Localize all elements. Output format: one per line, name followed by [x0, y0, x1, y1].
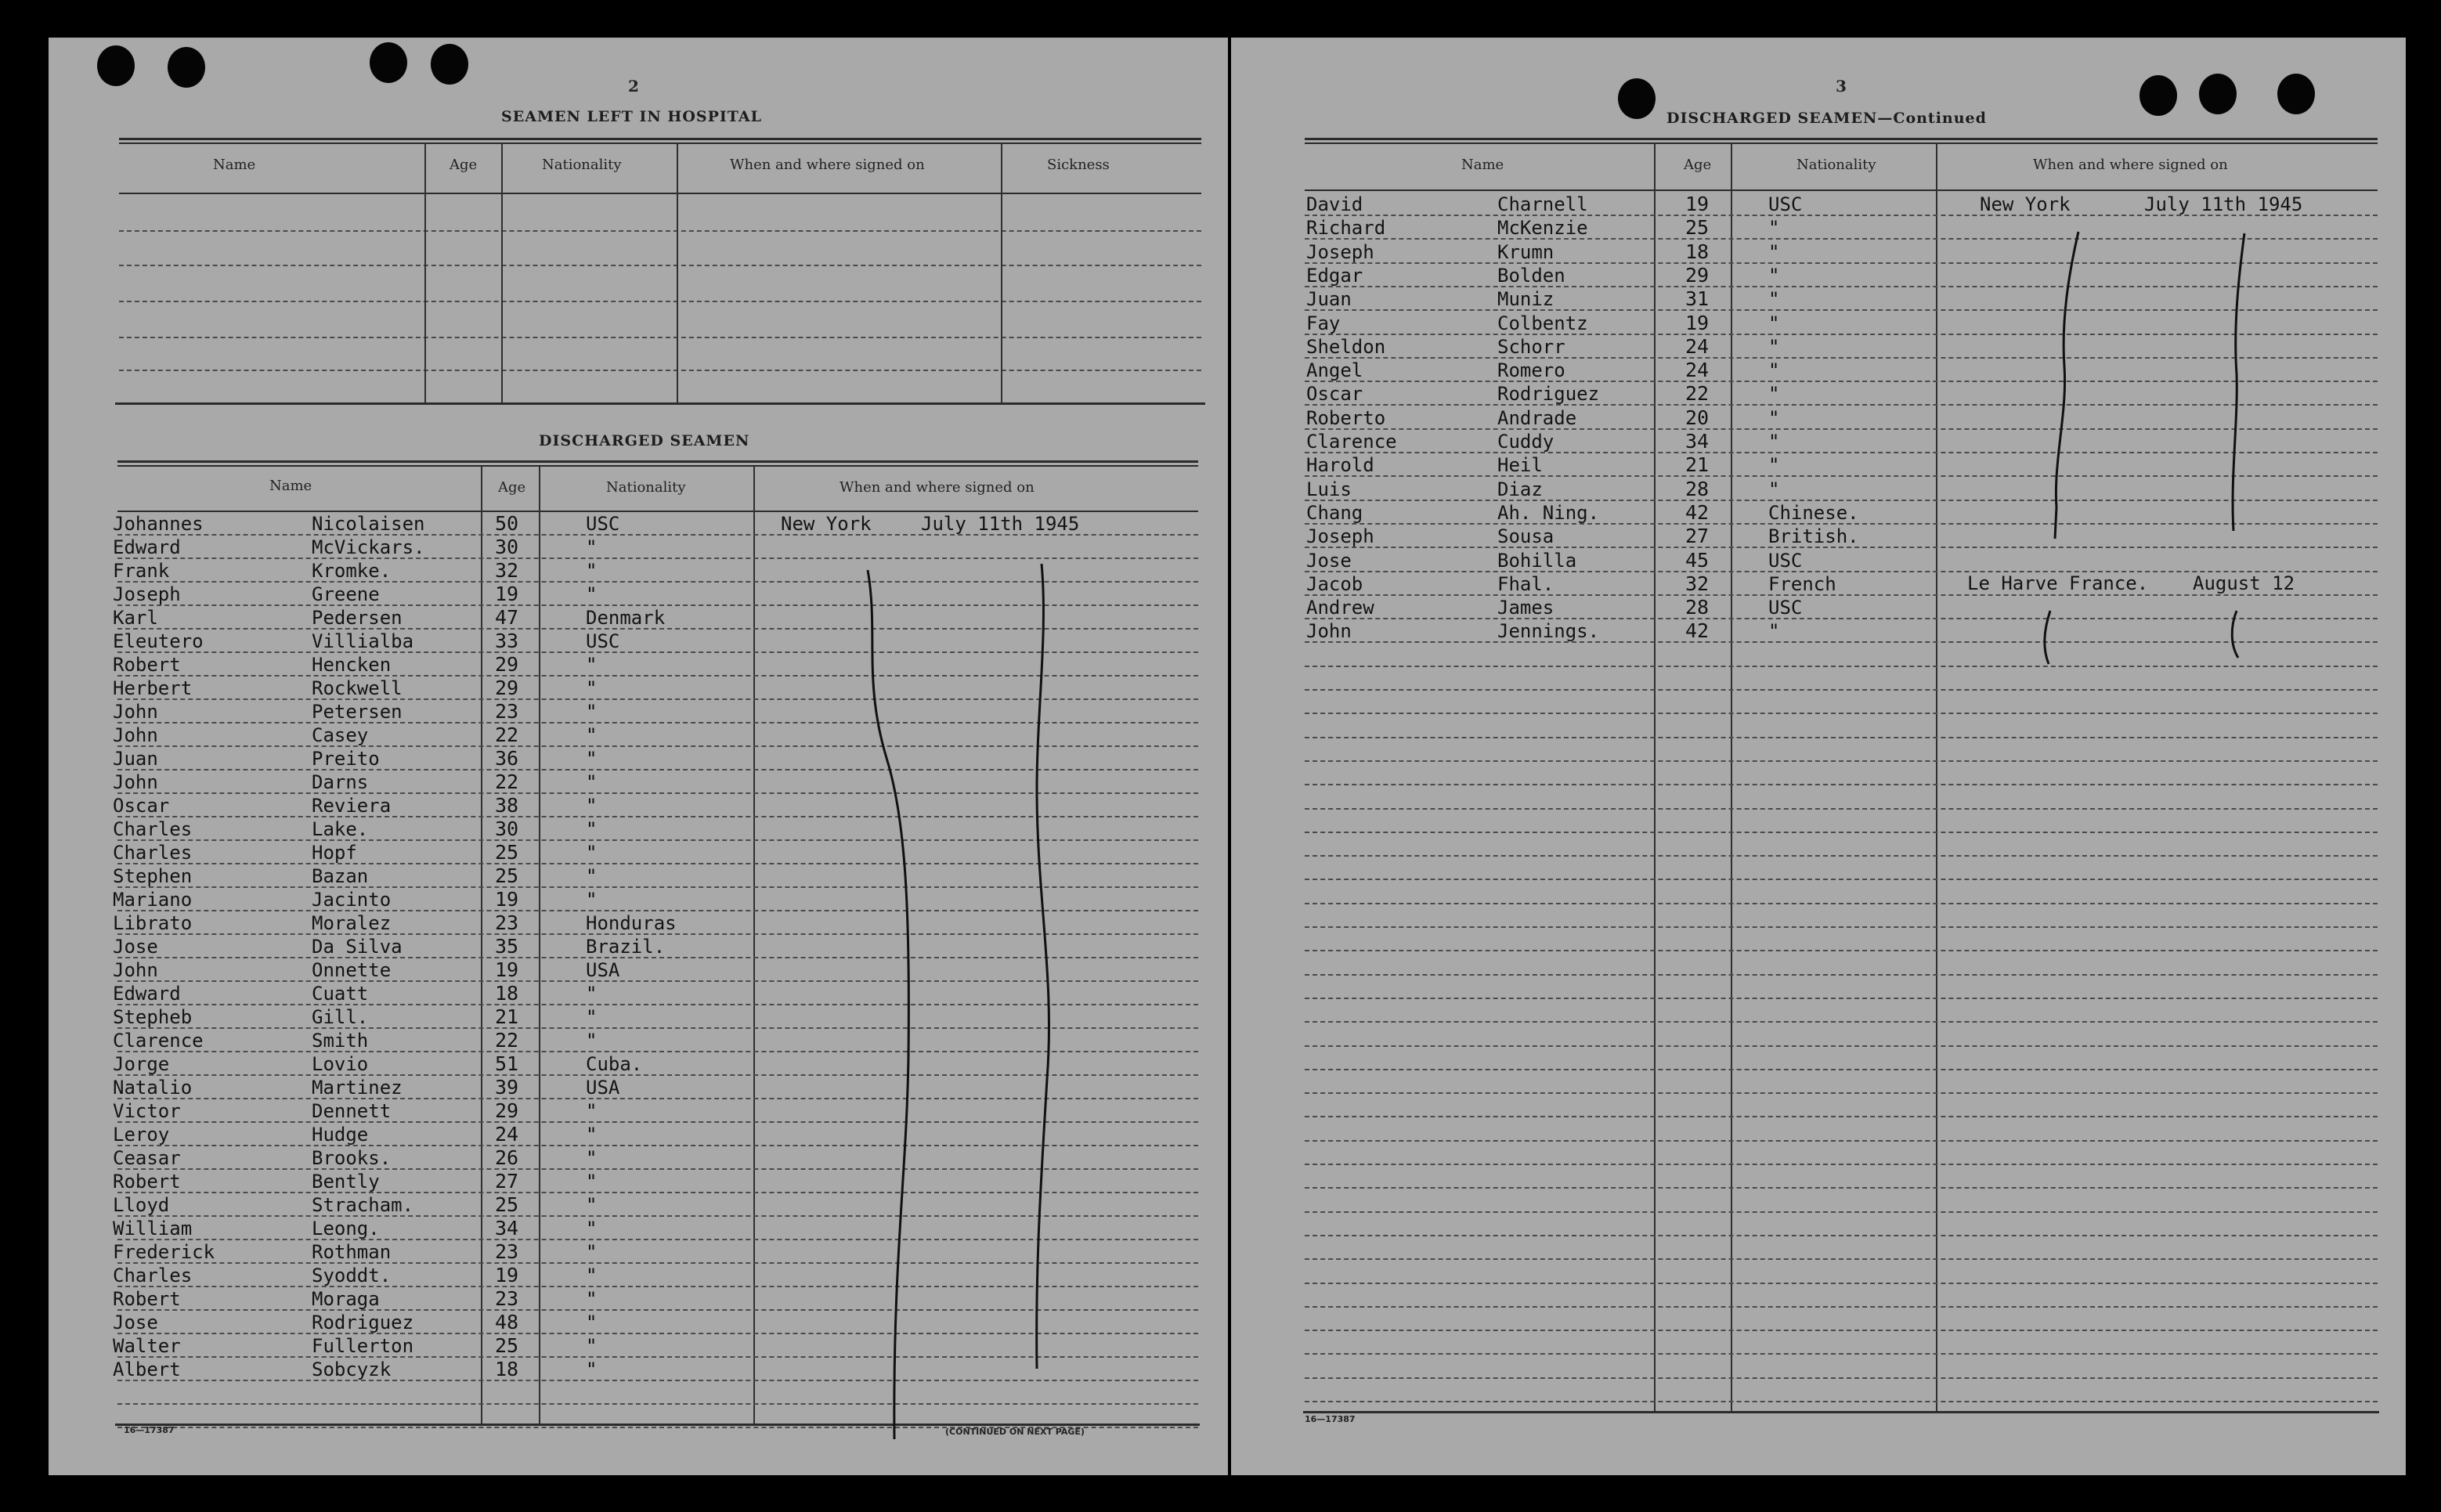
seaman-nationality: " [586, 583, 598, 605]
seaman-first-name: Albert [113, 1359, 181, 1380]
seaman-first-name: Joseph [1306, 525, 1374, 548]
seaman-last-name: Hudge [312, 1124, 369, 1146]
seaman-last-name: Moralez [312, 912, 392, 934]
seaman-age: 19 [495, 583, 519, 605]
seaman-last-name: Villialba [312, 630, 414, 652]
seaman-age: 50 [495, 512, 519, 535]
seaman-nationality: Honduras [586, 912, 677, 934]
seaman-first-name: Karl [113, 607, 158, 629]
seaman-age: 23 [495, 1287, 519, 1310]
seaman-age: 33 [495, 630, 519, 652]
seaman-nationality: USC [1768, 597, 1803, 619]
seaman-first-name: Jacob [1306, 572, 1363, 595]
seaman-age: 34 [1685, 430, 1710, 453]
seaman-last-name: Charnell [1497, 193, 1588, 215]
seaman-last-name: Casey [312, 724, 369, 746]
col-name: Name [269, 478, 312, 494]
seaman-first-name: Stepheb [113, 1006, 193, 1028]
seaman-last-name: Hencken [312, 654, 392, 676]
seaman-first-name: Jose [113, 1312, 158, 1333]
seaman-age: 39 [495, 1076, 519, 1099]
seaman-last-name: Petersen [312, 701, 403, 723]
col-age: Age [498, 479, 526, 496]
seaman-first-name: Jose [113, 936, 158, 958]
seaman-last-name: Bazan [312, 865, 369, 887]
seaman-nationality: " [586, 1030, 598, 1052]
seaman-last-name: Schorr [1497, 335, 1565, 358]
seaman-first-name: John [113, 959, 158, 981]
seaman-first-name: Edward [113, 983, 181, 1005]
continued-note: (CONTINUED ON NEXT PAGE) [945, 1427, 1085, 1437]
seaman-age: 26 [495, 1146, 519, 1169]
seaman-age: 28 [1685, 596, 1710, 619]
col-signed-on: When and where signed on [2033, 157, 2228, 173]
seaman-nationality: " [1768, 312, 1780, 334]
seaman-age: 25 [495, 1334, 519, 1357]
seaman-first-name: Juan [1306, 288, 1352, 311]
seaman-age: 27 [495, 1170, 519, 1193]
seaman-first-name: Natalio [113, 1077, 193, 1099]
seaman-age: 35 [495, 935, 519, 958]
seaman-age: 38 [495, 794, 519, 817]
seaman-nationality: " [586, 818, 598, 840]
seaman-age: 45 [1685, 548, 1710, 572]
seaman-age: 32 [1685, 572, 1710, 595]
seaman-last-name: Bohilla [1497, 549, 1577, 572]
col-signed-on: When and where signed on [730, 157, 925, 173]
seaman-nationality: " [1768, 264, 1780, 287]
seaman-first-name: John [1306, 620, 1352, 643]
seaman-first-name: Robert [113, 654, 181, 676]
seaman-last-name: Rockwell [312, 677, 403, 699]
col-sickness: Sickness [1047, 157, 1110, 173]
seaman-first-name: John [113, 724, 158, 746]
seaman-nationality: USC [586, 513, 620, 535]
seaman-nationality: " [586, 748, 598, 770]
seaman-last-name: Preito [312, 748, 380, 770]
seaman-age: 19 [495, 1264, 519, 1286]
seaman-first-name: Fay [1306, 312, 1341, 334]
seaman-nationality: " [586, 536, 598, 558]
seaman-age: 42 [1685, 500, 1710, 524]
seaman-age: 19 [495, 958, 519, 981]
seaman-nationality: " [1768, 406, 1780, 429]
seaman-last-name: James [1497, 597, 1555, 619]
seaman-last-name: Diaz [1497, 478, 1543, 500]
seaman-last-name: Rodriguez [312, 1312, 414, 1333]
seaman-age: 19 [495, 888, 519, 911]
seaman-age: 23 [495, 1240, 519, 1263]
seaman-last-name: Gill. [312, 1006, 369, 1028]
seaman-first-name: Mariano [113, 889, 193, 911]
seaman-first-name: Frederick [113, 1241, 215, 1263]
seaman-age: 29 [495, 677, 519, 699]
seaman-nationality: " [1768, 240, 1780, 263]
seaman-first-name: Charles [113, 818, 193, 840]
col-name: Name [1461, 157, 1504, 173]
seaman-nationality: " [586, 771, 598, 793]
seaman-last-name: Darns [312, 771, 369, 793]
seaman-nationality: " [586, 1312, 598, 1333]
seaman-last-name: Rodriguez [1497, 383, 1600, 406]
seaman-age: 21 [1685, 453, 1710, 477]
seaman-age: 25 [1685, 216, 1710, 240]
seaman-last-name: Krumn [1497, 240, 1555, 263]
seaman-first-name: Chang [1306, 501, 1363, 524]
seaman-age: 18 [495, 982, 519, 1005]
seaman-age: 36 [495, 747, 519, 770]
seaman-first-name: Frank [113, 560, 170, 582]
seaman-age: 24 [1685, 359, 1710, 382]
seaman-last-name: Heil [1497, 454, 1543, 477]
col-age: Age [1684, 157, 1712, 173]
form-number: 16—17387 [124, 1425, 175, 1435]
seaman-age: 47 [495, 606, 519, 629]
seaman-first-name: Herbert [113, 677, 193, 699]
seaman-last-name: Fhal. [1497, 572, 1555, 595]
seaman-nationality: " [1768, 335, 1780, 358]
seaman-last-name: Brooks. [312, 1147, 392, 1169]
seaman-age: 25 [495, 841, 519, 864]
seaman-age: 22 [495, 770, 519, 793]
seaman-last-name: Greene [312, 583, 380, 605]
seaman-last-name: Reviera [312, 795, 392, 817]
seaman-last-name: Fullerton [312, 1335, 414, 1357]
discharged-heading: DISCHARGED SEAMEN [539, 432, 750, 449]
seaman-age: 48 [495, 1311, 519, 1333]
seaman-nationality: " [586, 1241, 598, 1263]
seaman-first-name: Harold [1306, 454, 1374, 477]
seaman-nationality: " [586, 795, 598, 817]
seaman-last-name: Colbentz [1497, 312, 1588, 334]
seaman-first-name: Clarence [1306, 431, 1397, 453]
seaman-nationality: " [1768, 359, 1780, 382]
hospital-heading: SEAMEN LEFT IN HOSPITAL [501, 108, 762, 125]
seaman-nationality: " [1768, 217, 1780, 240]
seaman-first-name: John [113, 771, 158, 793]
page-number: 3 [1836, 77, 1847, 96]
seaman-nationality: USC [1768, 193, 1803, 215]
seaman-first-name: Librato [113, 912, 193, 934]
seaman-first-name: Edward [113, 536, 181, 558]
seaman-nationality: " [586, 865, 598, 887]
seaman-first-name: Luis [1306, 478, 1352, 500]
seaman-nationality: " [586, 1171, 598, 1193]
seaman-nationality: Cuba. [586, 1053, 643, 1075]
seaman-nationality: USC [586, 630, 620, 652]
seaman-first-name: Lloyd [113, 1194, 170, 1216]
seaman-first-name: Andrew [1306, 597, 1374, 619]
seaman-age: 30 [495, 817, 519, 840]
seaman-first-name: Joseph [113, 583, 181, 605]
seaman-nationality: British. [1768, 525, 1859, 548]
seaman-nationality: " [586, 1218, 598, 1240]
seaman-nationality: " [586, 1335, 598, 1357]
seaman-first-name: John [113, 701, 158, 723]
seaman-last-name: Bently [312, 1171, 380, 1193]
seaman-last-name: Cuddy [1497, 431, 1555, 453]
seaman-last-name: Sobcyzk [312, 1359, 392, 1380]
seaman-nationality: " [1768, 478, 1780, 500]
seaman-age: 34 [495, 1217, 519, 1240]
seaman-last-name: Syoddt. [312, 1265, 392, 1286]
seaman-nationality: " [586, 701, 598, 723]
seaman-nationality: " [586, 1124, 598, 1146]
seaman-last-name: Ah. Ning. [1497, 501, 1600, 524]
seaman-first-name: Leroy [113, 1124, 170, 1146]
seaman-age: 27 [1685, 525, 1710, 548]
seaman-nationality: " [586, 654, 598, 676]
col-signed-on: When and where signed on [840, 479, 1035, 496]
seaman-last-name: Hopf [312, 842, 357, 864]
seaman-nationality: French [1768, 572, 1836, 595]
seaman-first-name: Jose [1306, 549, 1352, 572]
seaman-first-name: Juan [113, 748, 158, 770]
seaman-nationality: USA [586, 959, 620, 981]
ditto-stroke-marks [1231, 38, 2406, 1475]
signed-on-place-2: Le Harve France. [1967, 572, 2149, 594]
seaman-nationality: " [586, 1147, 598, 1169]
seaman-age: 24 [495, 1123, 519, 1146]
seaman-age: 23 [495, 911, 519, 934]
seaman-nationality: Denmark [586, 607, 666, 629]
seaman-nationality: " [586, 842, 598, 864]
seaman-first-name: Oscar [113, 795, 170, 817]
seaman-age: 18 [495, 1358, 519, 1380]
seaman-last-name: Jacinto [312, 889, 392, 911]
seaman-nationality: " [586, 560, 598, 582]
seaman-nationality: " [586, 889, 598, 911]
seaman-nationality: Brazil. [586, 936, 666, 958]
seaman-nationality: USC [1768, 549, 1803, 572]
seaman-age: 22 [1685, 382, 1710, 406]
seaman-first-name: Edgar [1306, 264, 1363, 287]
seaman-nationality: " [1768, 431, 1780, 453]
seaman-age: 51 [495, 1052, 519, 1075]
seaman-last-name: Martinez [312, 1077, 403, 1099]
seaman-last-name: Cuatt [312, 983, 369, 1005]
seaman-nationality: " [1768, 620, 1780, 643]
seaman-nationality: " [1768, 288, 1780, 311]
seaman-age: 25 [495, 1193, 519, 1216]
seaman-age: 19 [1685, 311, 1710, 334]
seaman-first-name: Jorge [113, 1053, 170, 1075]
col-age: Age [450, 157, 478, 173]
seaman-age: 28 [1685, 477, 1710, 500]
seaman-nationality: USA [586, 1077, 620, 1099]
seaman-age: 32 [495, 559, 519, 582]
seaman-last-name: Da Silva [312, 936, 403, 958]
seaman-age: 18 [1685, 240, 1710, 263]
form-number: 16—17387 [1305, 1414, 1356, 1424]
seaman-first-name: David [1306, 193, 1363, 215]
seaman-last-name: Moraga [312, 1288, 380, 1310]
seaman-age: 29 [495, 1099, 519, 1122]
seaman-nationality: " [586, 724, 598, 746]
seaman-first-name: Walter [113, 1335, 181, 1357]
seaman-nationality: " [586, 1359, 598, 1380]
seaman-first-name: Robert [113, 1171, 181, 1193]
seaman-first-name: Joseph [1306, 240, 1374, 263]
seaman-last-name: Muniz [1497, 288, 1555, 311]
left-page [49, 38, 1228, 1475]
seaman-first-name: Victor [113, 1100, 181, 1122]
seaman-age: 20 [1685, 406, 1710, 429]
seaman-last-name: Smith [312, 1030, 369, 1052]
page-number: 2 [628, 77, 639, 96]
seaman-age: 29 [495, 653, 519, 676]
col-nationality: Nationality [606, 479, 686, 496]
discharged-continued-heading: DISCHARGED SEAMEN—Continued [1666, 110, 1987, 127]
seaman-nationality: " [586, 1006, 598, 1028]
seaman-age: 22 [495, 1029, 519, 1052]
seaman-first-name: Clarence [113, 1030, 204, 1052]
seaman-last-name: Lovio [312, 1053, 369, 1075]
seaman-first-name: Roberto [1306, 406, 1386, 429]
seaman-last-name: Romero [1497, 359, 1565, 382]
seaman-first-name: William [113, 1218, 193, 1240]
seaman-last-name: Onnette [312, 959, 392, 981]
col-name: Name [213, 157, 256, 173]
seaman-first-name: Charles [113, 1265, 193, 1286]
col-nationality: Nationality [542, 157, 622, 173]
seaman-last-name: Jennings. [1497, 620, 1600, 643]
seaman-nationality: " [586, 677, 598, 699]
seaman-nationality: " [1768, 383, 1780, 406]
seaman-age: 22 [495, 724, 519, 746]
signed-on-place: New York [781, 513, 872, 535]
seaman-first-name: Oscar [1306, 383, 1363, 406]
signed-on-date: July 11th 1945 [2144, 193, 2303, 215]
ditto-stroke-marks [49, 38, 1228, 1475]
seaman-nationality: Chinese. [1768, 501, 1859, 524]
seaman-first-name: Sheldon [1306, 335, 1386, 358]
seaman-age: 19 [1685, 193, 1710, 215]
seaman-first-name: Angel [1306, 359, 1363, 382]
seaman-age: 23 [495, 700, 519, 723]
seaman-age: 30 [495, 536, 519, 558]
seaman-last-name: Kromke. [312, 560, 392, 582]
seaman-last-name: Leong. [312, 1218, 380, 1240]
seaman-last-name: Stracham. [312, 1194, 414, 1216]
right-page [1231, 38, 2406, 1475]
seaman-age: 29 [1685, 263, 1710, 287]
seaman-nationality: " [586, 1288, 598, 1310]
seaman-first-name: Johannes [113, 513, 204, 535]
signed-on-date-2: August 12 [2193, 572, 2295, 594]
seaman-last-name: McVickars. [312, 536, 425, 558]
col-nationality: Nationality [1796, 157, 1876, 173]
seaman-nationality: " [586, 1100, 598, 1122]
seaman-last-name: McKenzie [1497, 217, 1588, 240]
seaman-age: 24 [1685, 334, 1710, 358]
seaman-age: 21 [495, 1005, 519, 1028]
seaman-last-name: Dennett [312, 1100, 392, 1122]
seaman-nationality: " [1768, 454, 1780, 477]
seaman-last-name: Pedersen [312, 607, 403, 629]
signed-on-date: July 11th 1945 [921, 513, 1080, 535]
seaman-age: 31 [1685, 287, 1710, 311]
seaman-first-name: Richard [1306, 217, 1386, 240]
seaman-last-name: Bolden [1497, 264, 1565, 287]
seaman-first-name: Eleutero [113, 630, 204, 652]
seaman-first-name: Robert [113, 1288, 181, 1310]
seaman-last-name: Nicolaisen [312, 513, 425, 535]
seaman-nationality: " [586, 983, 598, 1005]
seaman-last-name: Andrade [1497, 406, 1577, 429]
signed-on-place: New York [1980, 193, 2071, 215]
seaman-first-name: Stephen [113, 865, 193, 887]
seaman-first-name: Ceasar [113, 1147, 181, 1169]
seaman-last-name: Rothman [312, 1241, 392, 1263]
seaman-age: 42 [1685, 619, 1710, 643]
seaman-nationality: " [586, 1194, 598, 1216]
seaman-last-name: Lake. [312, 818, 369, 840]
seaman-last-name: Sousa [1497, 525, 1555, 548]
seaman-first-name: Charles [113, 842, 193, 864]
seaman-nationality: " [586, 1265, 598, 1286]
seaman-age: 25 [495, 864, 519, 887]
